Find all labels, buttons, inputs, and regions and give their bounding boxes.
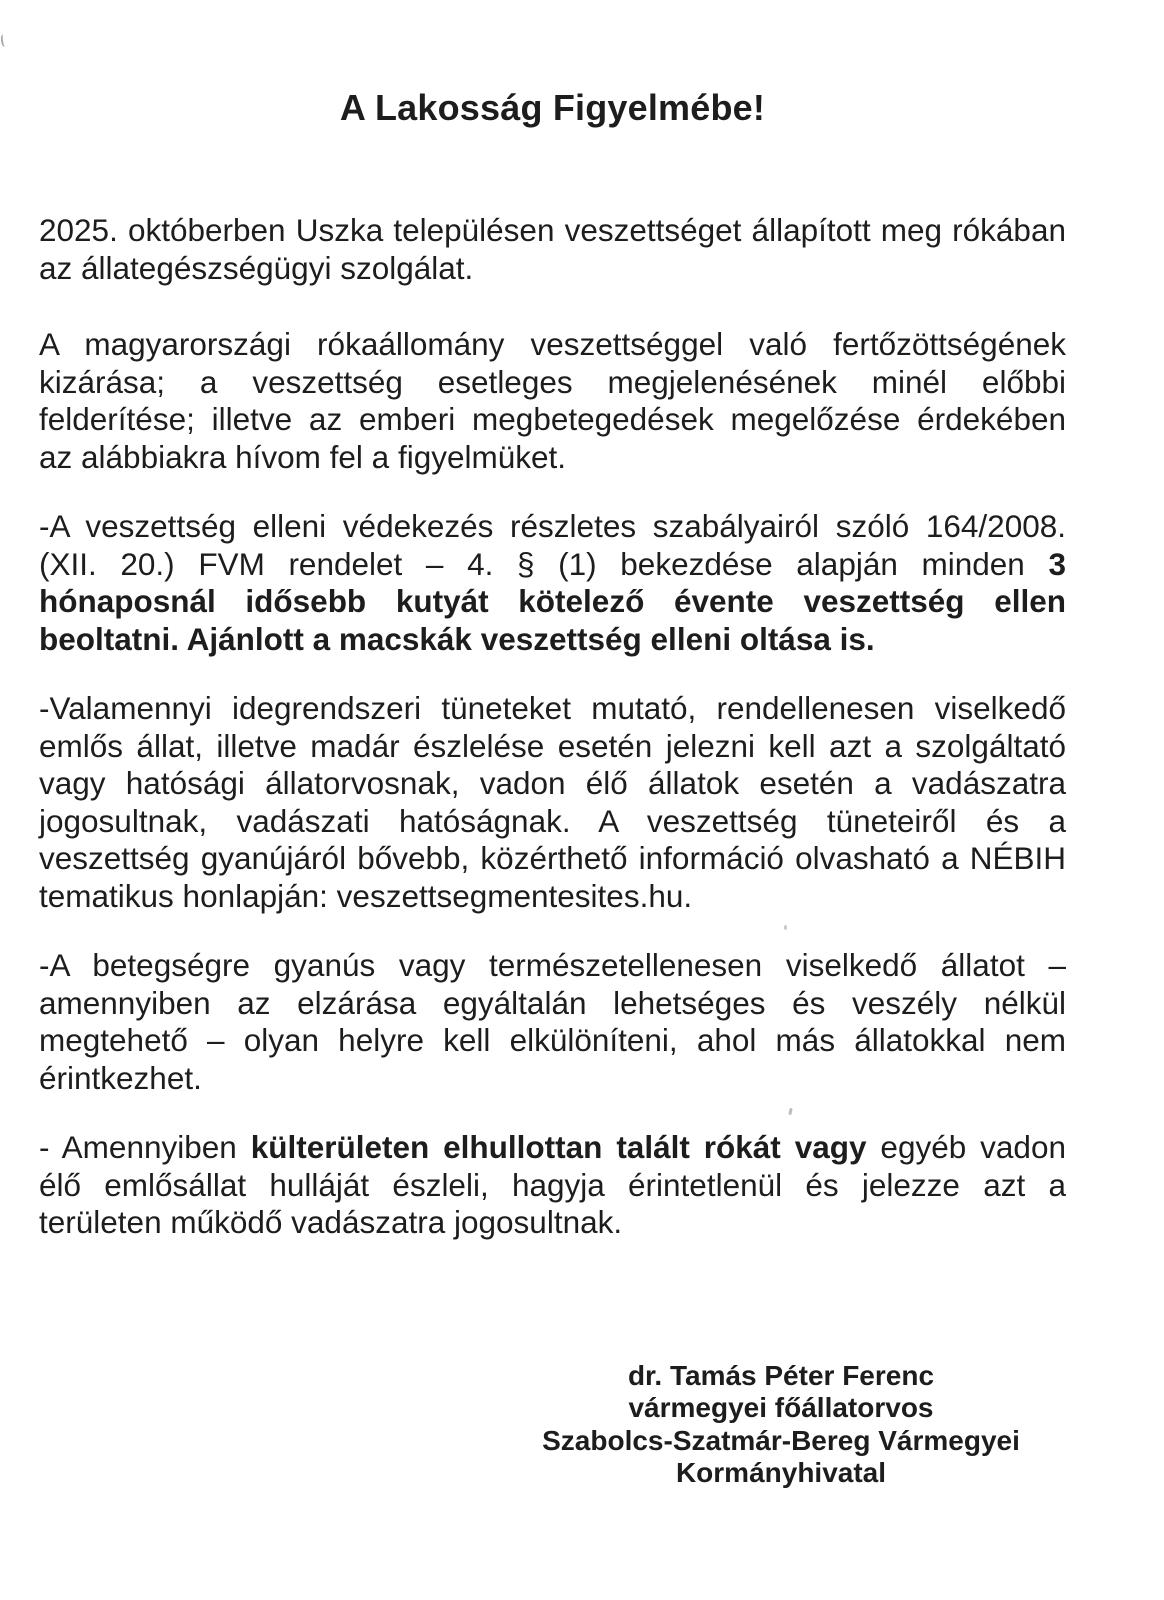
text-segment: területen működő vadászatra jogosultnak. <box>39 1204 623 1240</box>
text-line <box>39 1204 1066 1242</box>
text-segment-bold: beoltatni. Ajánlott a macskák veszettség elleni oltása is. <box>39 620 875 657</box>
text-line <box>39 508 1066 546</box>
paragraph-purpose <box>39 326 1066 476</box>
text-line <box>39 728 1066 766</box>
scan-artifact <box>788 1108 792 1115</box>
text-segment: élő emlősállat hulláját észleli, hagyja érintetlenül és jelezze azt a <box>39 1166 1066 1203</box>
text-segment: -Valamennyi idegrendszeri tüneteket mutató, rendellenesen viselkedő <box>39 690 1066 726</box>
text-line <box>39 947 1066 985</box>
signature-office-line-2: Kormányhivatal <box>675 1457 887 1488</box>
text-line <box>39 765 1066 803</box>
text-line <box>39 621 1066 659</box>
text-segment: -A betegségre gyanús vagy természetellenesen viselkedő állatot – <box>39 947 1066 983</box>
text-line <box>39 878 1066 916</box>
text-segment: az állategészségügyi szolgálat. <box>39 249 474 286</box>
paragraph-isolation <box>39 947 1066 1097</box>
paragraph-reporting <box>39 690 1066 915</box>
text-segment: egyéb vadon <box>880 1129 1066 1165</box>
text-segment: megtehető – olyan helyre kell elkülöníteni, ahol más állatokkal nem <box>39 1022 1066 1058</box>
text-line <box>39 364 1066 402</box>
text-segment: felderítése; illetve az emberi megbetegedések megelőzése érdekében <box>39 401 1066 437</box>
text-segment: amennyiben az elzárása egyáltalán lehetséges és veszély nélkül <box>39 984 1066 1021</box>
signature-block <box>501 1360 1061 1490</box>
signature-name: dr. Tamás Péter Ferenc <box>627 1359 935 1391</box>
paragraph-vaccination-rule <box>39 508 1066 658</box>
text-segment: (XII. 20.) FVM rendelet – 4. § (1) bekezdése alapján minden <box>39 545 1049 582</box>
signature-role: vármegyei főállatorvos <box>628 1392 934 1423</box>
text-segment: -A veszettség elleni védekezés részletes szabályairól szóló 164/2008. <box>39 508 1066 544</box>
text-line <box>39 985 1066 1023</box>
text-segment: veszettség gyanújáról bővebb, közérthető információ olvasható a NÉBIH <box>39 840 1066 876</box>
paragraph-intro <box>39 212 1066 287</box>
text-segment-bold: külterületen elhullottan talált rókát vagy <box>250 1129 881 1165</box>
text-line <box>39 250 1066 288</box>
text-line <box>39 840 1066 878</box>
text-line <box>39 212 1066 250</box>
text-segment: vagy hatósági állatorvosnak, vadon élő állatok esetén a vadászatra <box>39 765 1066 801</box>
text-line <box>39 1167 1066 1205</box>
text-line <box>39 439 1066 477</box>
text-segment-bold: hónaposnál idősebb kutyát kötelező évente veszettség ellen <box>39 583 1066 619</box>
scan-artifact <box>784 925 787 930</box>
notice-title: A Lakosság Figyelmébe! <box>339 87 766 128</box>
text-segment: emlős állat, illetve madár észlelése esetén jelezni kell azt a szolgáltató <box>39 727 1066 764</box>
text-line <box>39 326 1066 364</box>
text-segment: jogosultnak, vadászati hatóságnak. A veszettség tüneteiről és a <box>39 802 1066 839</box>
text-segment-bold: 3 <box>1048 545 1066 582</box>
scan-artifact <box>0 34 9 48</box>
text-line <box>39 690 1066 728</box>
text-line <box>39 1060 1066 1098</box>
text-segment: A magyarországi rókaállomány veszettséggel való fertőzöttségének <box>39 326 1066 362</box>
paragraph-dead-animals <box>39 1129 1066 1242</box>
text-segment: az alábbiakra hívom fel a figyelmüket. <box>39 438 567 475</box>
text-segment: - Amennyiben <box>39 1129 251 1165</box>
text-line <box>39 803 1066 841</box>
text-segment: érintkezhet. <box>39 1059 202 1096</box>
text-segment: 2025. októberben Uszka településen veszettséget állapított meg rókában <box>39 212 1066 248</box>
text-line <box>39 401 1066 439</box>
text-segment: tematikus honlapján: veszettsegmentesites.hu. <box>39 877 693 914</box>
text-line <box>39 1129 1066 1167</box>
signature-office-line-1: Szabolcs-Szatmár-Bereg Vármegyei <box>542 1424 1020 1456</box>
text-line <box>39 546 1066 584</box>
text-line <box>39 583 1066 621</box>
text-line <box>39 1022 1066 1060</box>
text-segment: kizárása; a veszettség esetleges megjelenésének minél előbbi <box>39 363 1066 400</box>
